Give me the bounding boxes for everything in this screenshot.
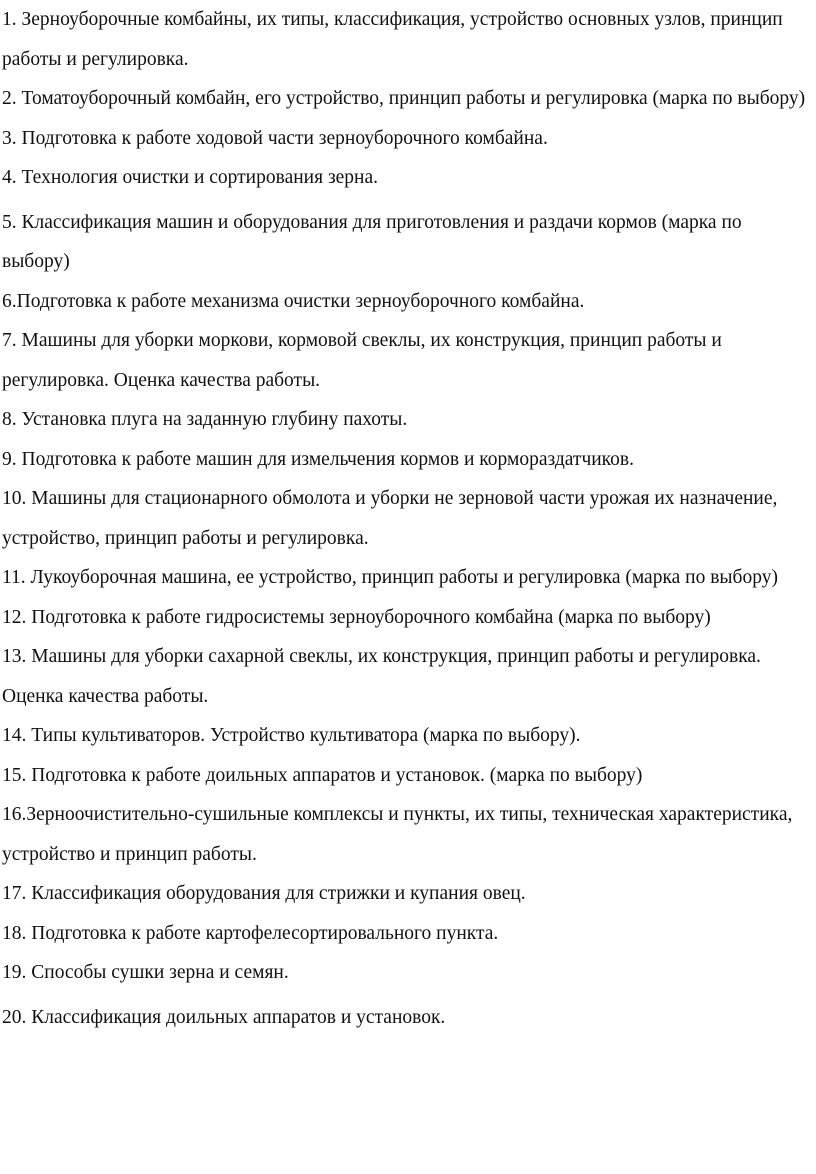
list-item: 5. Классификация машин и оборудования для приготовления и раздачи кормов (марка по выбору) bbox=[2, 211, 742, 272]
list-item: 1. Зерноуборочные комбайны, их типы, классификация, устройство основных узлов, принцип работы и регулировка. bbox=[2, 9, 783, 70]
list-item: 12. Подготовка к работе гидросистемы зерноуборочного комбайна (марка по выбору) bbox=[2, 606, 711, 628]
list-item: 17. Классификация оборудования для стрижки и купания овец. bbox=[2, 883, 526, 904]
list-item: 16.Зерноочистительно-сушильные комплексы и пункты, их типы, техническая характеристика, устройство и принцип работы. bbox=[2, 804, 793, 865]
list-item: 3. Подготовка к работе ходовой части зерноуборочного комбайна. bbox=[2, 127, 548, 149]
list-item: 13. Машины для уборки сахарной свеклы, их конструкция, принцип работы и регулировка. Оценка качества работы. bbox=[2, 646, 761, 707]
list-item: 7. Машины для уборки моркови, кормовой свеклы, их конструкция, принцип работы и регулировка. Оценка качества работы. bbox=[2, 330, 722, 391]
list-item: 18. Подготовка к работе картофелесортировального пункта. bbox=[2, 922, 499, 944]
list-item: 9. Подготовка к работе машин для измельчения кормов и кормораздатчиков. bbox=[2, 448, 634, 470]
list-item: 6.Подготовка к работе механизма очистки зерноуборочного комбайна. bbox=[2, 290, 585, 312]
list-item: 8. Установка плуга на заданную глубину пахоты. bbox=[2, 409, 408, 430]
list-item: 10. Машины для стационарного обмолота и уборки не зерновой части урожая их назначение, устройство, принцип работы и регулировка. bbox=[2, 488, 778, 549]
list-item: 14. Типы культиваторов. Устройство культиватора (марка по выбору). bbox=[2, 725, 581, 746]
list-item: 20. Классификация доильных аппаратов и установок. bbox=[2, 1006, 446, 1028]
list-item: 19. Способы сушки зерна и семян. bbox=[2, 962, 289, 983]
list-item: 11. Лукоуборочная машина, ее устройство, принцип работы и регулировка (марка по выбору) bbox=[2, 567, 778, 588]
list-item: 2. Томатоуборочный комбайн, его устройство, принцип работы и регулировка (марка по выбору) bbox=[2, 88, 806, 109]
list-item: 4. Технология очистки и сортирования зерна. bbox=[2, 167, 379, 188]
list-item: 15. Подготовка к работе доильных аппаратов и установок. (марка по выбору) bbox=[2, 764, 643, 786]
